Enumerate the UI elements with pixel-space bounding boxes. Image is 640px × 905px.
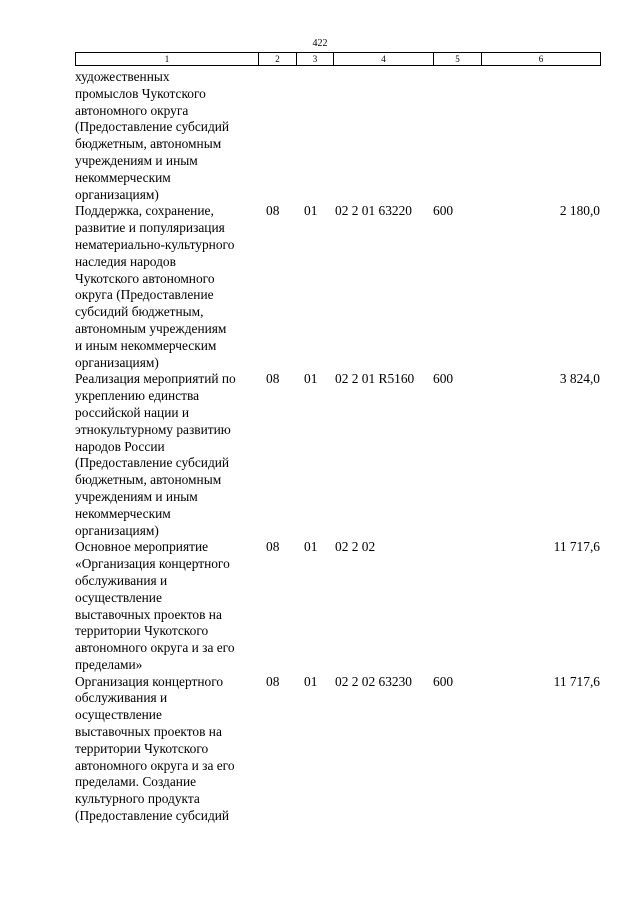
column-header-1: 1: [76, 53, 259, 66]
column-header-table: [75, 52, 601, 66]
expense-type-code: 600: [433, 203, 454, 219]
subsection-code: 01: [304, 673, 318, 689]
expense-type-code: [433, 69, 481, 203]
table-row: [75, 674, 600, 825]
section-code: 08: [266, 371, 280, 387]
column-header-3: 3: [297, 53, 334, 66]
subsection-code: [296, 69, 333, 203]
column-header-2: 2: [259, 53, 297, 66]
amount: [481, 69, 600, 203]
expense-type-code: 600: [433, 673, 454, 689]
section-code: [258, 69, 296, 203]
section-code: 08: [266, 673, 280, 689]
item-name: Поддержка, сохранение, развитие и популяризация нематериально-культурного наследия народов Чукотского автономного округа (Предоставление субсидий бюджетным, автономным учреждениям и иным некоммерческим организациям): [75, 203, 235, 370]
expense-type-code: [433, 539, 481, 673]
target-article-code: 02 2 02 63230: [335, 673, 412, 689]
item-name: Организация концертного обслуживания и осуществление выставочных проектов на территории Чукотского автономного округа и за его пределами. Создание культурного продукта (Предоставление субсидий: [75, 673, 235, 824]
item-name: художественных промыслов Чукотского автономного округа (Предоставление субсидий бюджетным, автономным учреждениям и иным некоммерческим организациям): [75, 69, 230, 202]
table-row: [75, 203, 600, 371]
page-number: 422: [312, 38, 328, 49]
column-header-4: 4: [334, 53, 434, 66]
target-article-code: 02 2 01 63220: [335, 203, 412, 219]
target-article-code: [333, 69, 433, 203]
column-number-row: [76, 53, 601, 66]
subsection-code: 01: [304, 371, 318, 387]
section-code: 08: [266, 203, 280, 219]
section-code: 08: [266, 539, 280, 555]
subsection-code: 01: [304, 539, 318, 555]
table-row: [75, 539, 600, 673]
budget-table: [75, 69, 600, 825]
target-article-code: 02 2 02: [335, 539, 376, 555]
table-row: [75, 371, 600, 539]
table-row: [75, 69, 600, 203]
subsection-code: 01: [304, 203, 318, 219]
amount: 2 180,0: [559, 203, 600, 219]
column-header-6: 6: [482, 53, 601, 66]
amount: 3 824,0: [559, 371, 600, 387]
item-name: Основное мероприятие «Организация концертного обслуживания и осуществление выставочных проектов на территории Чукотского автономного округа и за его пределами»: [75, 539, 235, 672]
amount: 11 717,6: [553, 673, 600, 689]
column-header-5: 5: [434, 53, 482, 66]
target-article-code: 02 2 01 R5160: [335, 371, 415, 387]
expense-type-code: 600: [433, 371, 454, 387]
amount: 11 717,6: [553, 539, 600, 555]
item-name: Реализация мероприятий по укреплению единства российской нации и этнокультурному развитию народов России (Предоставление субсидий бюджетным, автономным учреждениям и иным некоммерческим организациям): [75, 371, 236, 538]
